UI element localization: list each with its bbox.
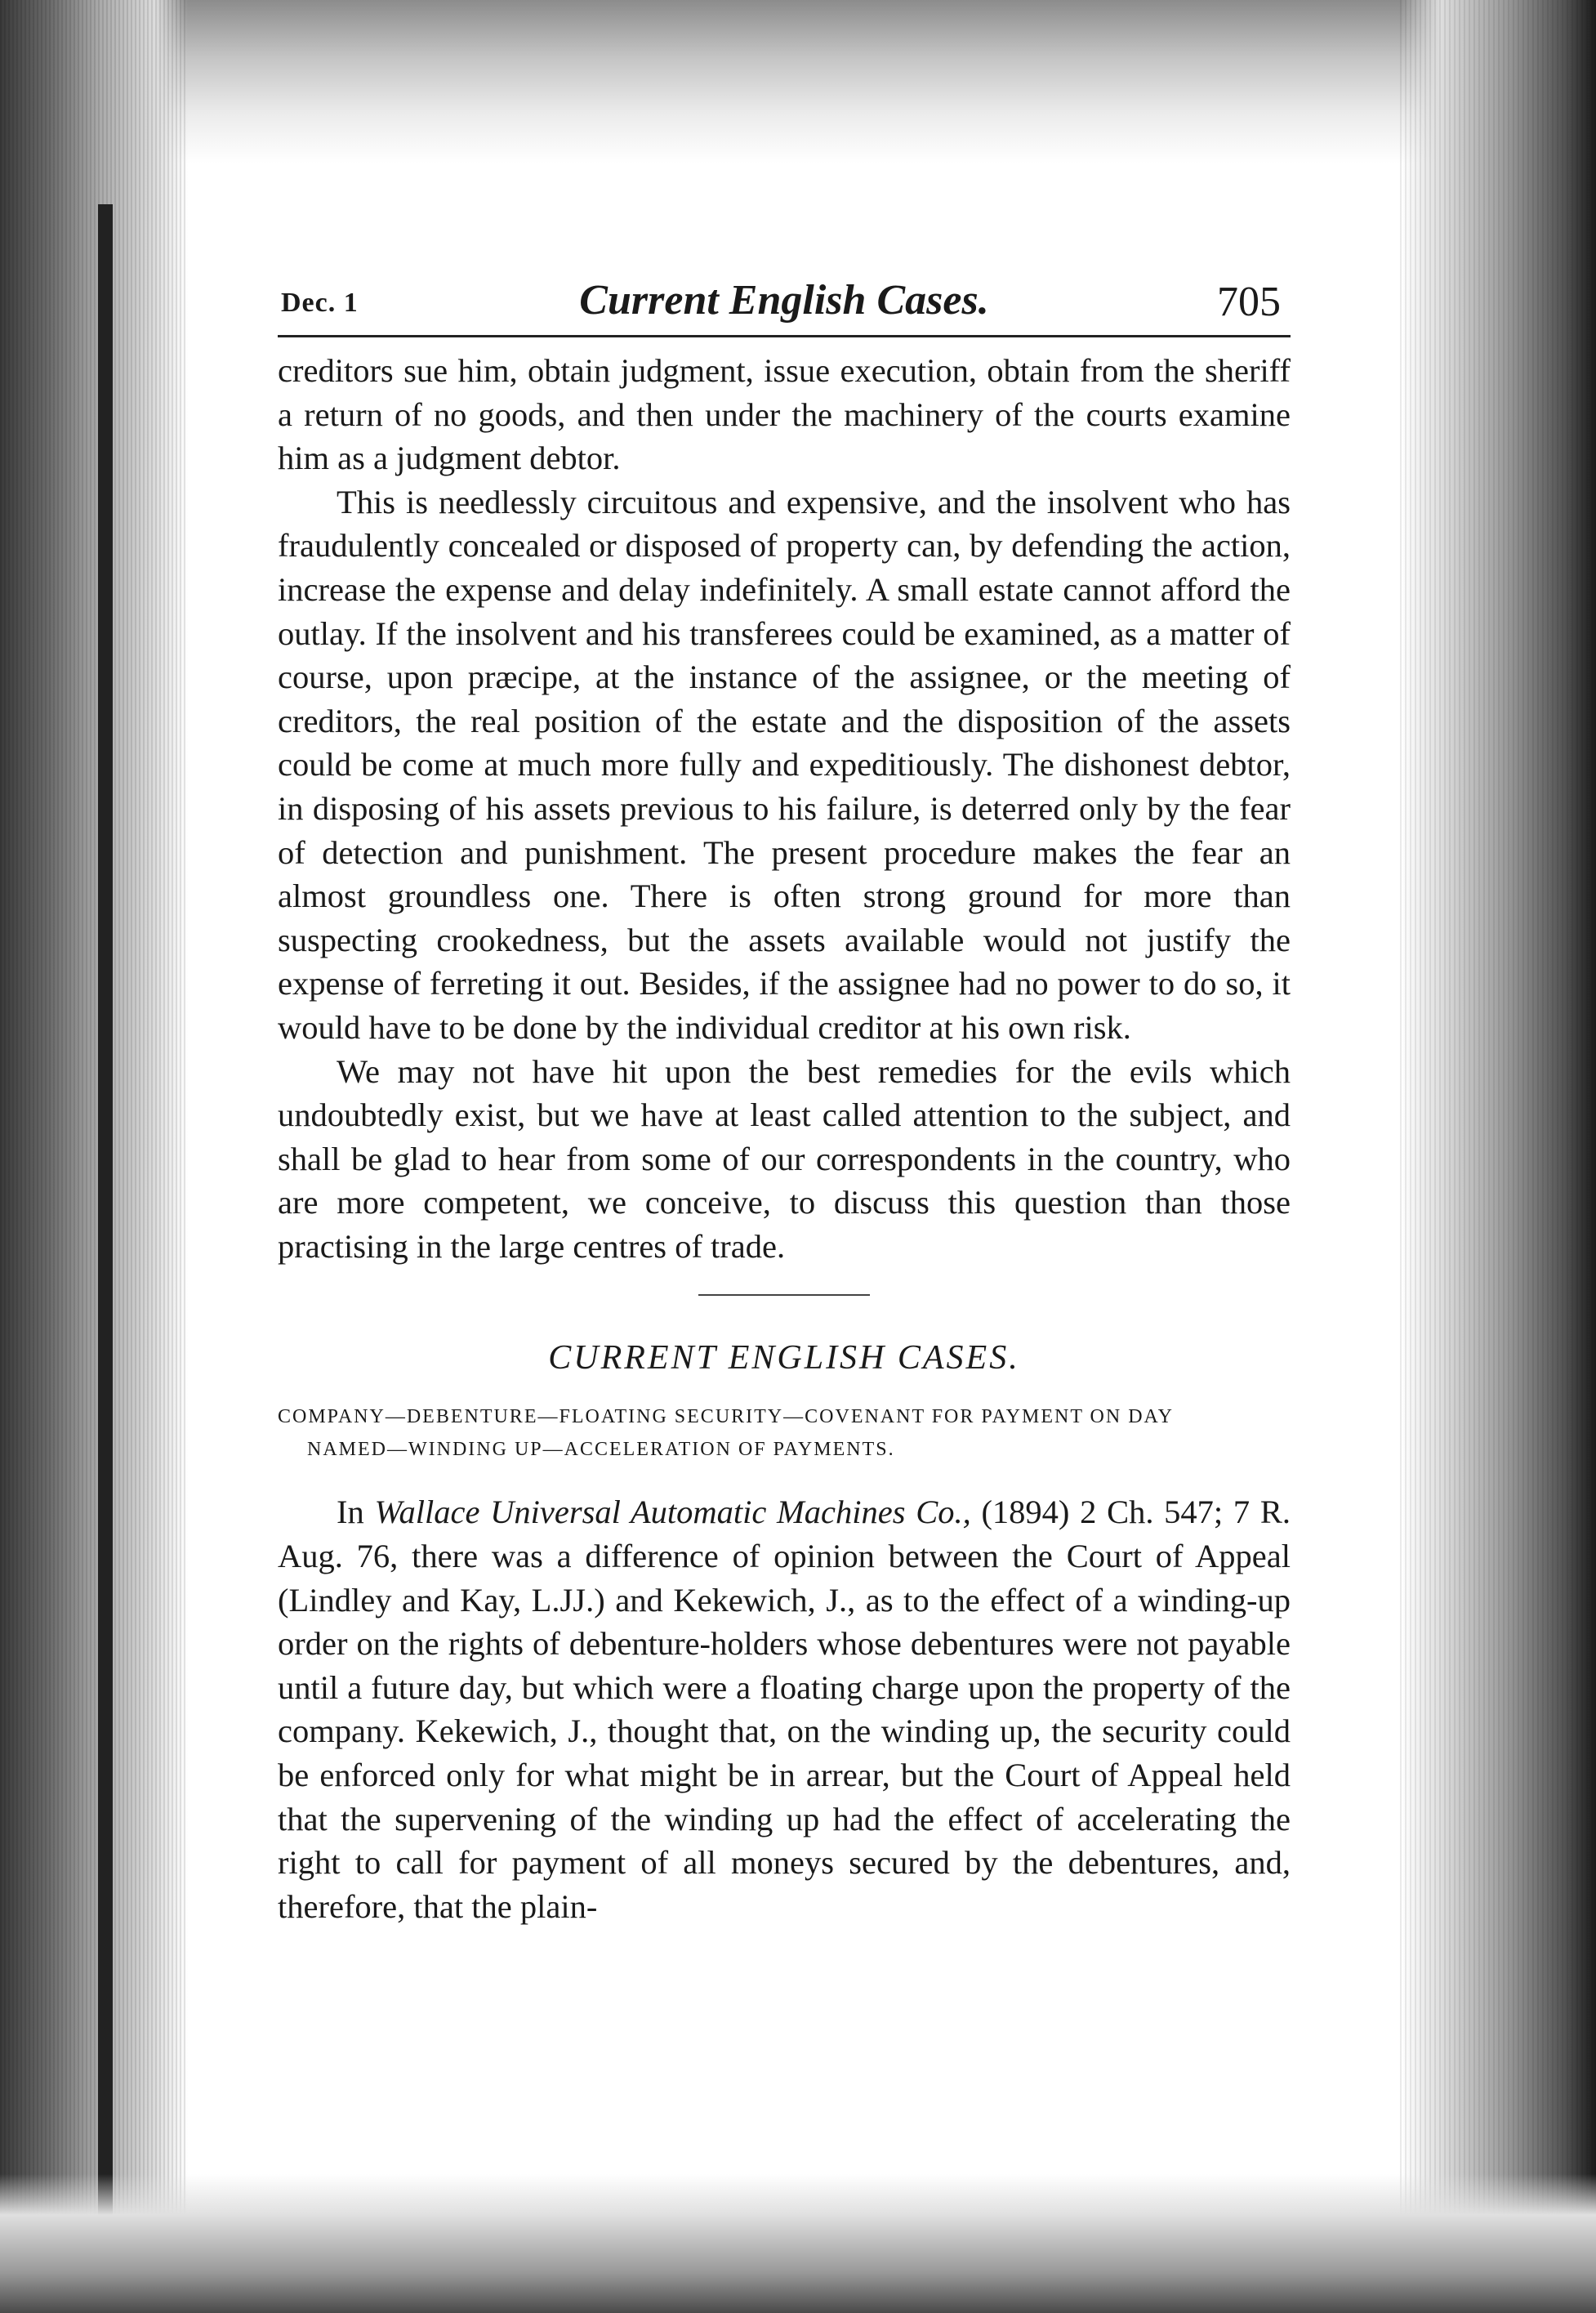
paragraph-1: creditors sue him, obtain judgment, issue execution, obtain from the sheriff a return of no goods, and then under the machinery of the courts examine him as a judgment debtor. [278,352,1291,477]
case-text: (1894) 2 Ch. 547; 7 R. Aug. 76, there was a difference of opinion between the Court of Appeal (Lindley and Kay, L.JJ.) and Kekewich, J., as to the effect of a winding-up order on the rights of debenture-holders whose debentures were not payable until a future day, but which were a floating charge upon the property of the company. Kekewich, J., thought that, on the winding up, the security could be enforced only for what might be in arrear, but the Court of Appeal held that the supervening of the winding up had the effect of accelerating the right to call for payment of all moneys secured by the debentures, and, therefore, that the plain- [278,1494,1291,1925]
paragraph-3: We may not have hit upon the best remedies for the evils which undoubtedly exist, but we have at least called attention to the subject, and shall be glad to hear from some of our correspondents in the country, who are more competent, we conceive, to discuss this question than those practising in the large centres of trade. [278,1052,1291,1265]
page-number: 705 [1217,279,1281,325]
headnote-line-2: NAMED—WINDING UP—ACCELERATION OF PAYMENTS. [307,1439,895,1461]
scan-bottom-shadow [0,2174,1596,2313]
scan-top-shadow [0,0,1596,163]
headnote-line-1: COMPANY—DEBENTURE—FLOATING SECURITY—COVENANT FOR PAYMENT ON DAY [278,1406,1175,1428]
section-divider [698,1294,870,1296]
header-date: Dec. 1 [281,288,359,318]
scan-left-edge [0,0,188,2313]
book-page [278,270,1291,1928]
case-name: Wallace Universal Automatic Machines Co., [374,1494,971,1531]
case-intro: In [337,1494,364,1531]
section-title: CURRENT ENGLISH CASES. [548,1339,1020,1378]
case-headnote [278,1400,1291,1466]
paragraph-2: This is needlessly circuitous and expensive, and the insolvent who has fraudulently concealed or disposed of property can, by defending the action, increase the expense and delay indefinitely. A small estate cannot afford the outlay. If the insolvent and his transferees could be examined, as a matter of course, upon præcipe, at the instance of the assignee, or the meeting of creditors, the real position of the estate and the disposition of the assets could be come at much more fully and expeditiously. The dishonest debtor, in disposing of his assets previous to his failure, is deterred only by the fear of detection and punishment. The present procedure makes the fear an almost groundless one. There is often strong ground for more than suspecting crookedness, but the assets available would not justify the expense of ferreting it out. Besides, if the assignee had no power to do so, it would have to be done by the individual creditor at his own risk. [278,483,1291,1046]
running-title: Current English Cases. [579,277,989,324]
case-paragraph [278,1490,1291,1928]
running-header [278,270,1291,337]
article-body [278,349,1291,1268]
case-body [278,1490,1291,1928]
scan-right-edge [1400,0,1596,2313]
scan-binding-line [98,204,113,2230]
